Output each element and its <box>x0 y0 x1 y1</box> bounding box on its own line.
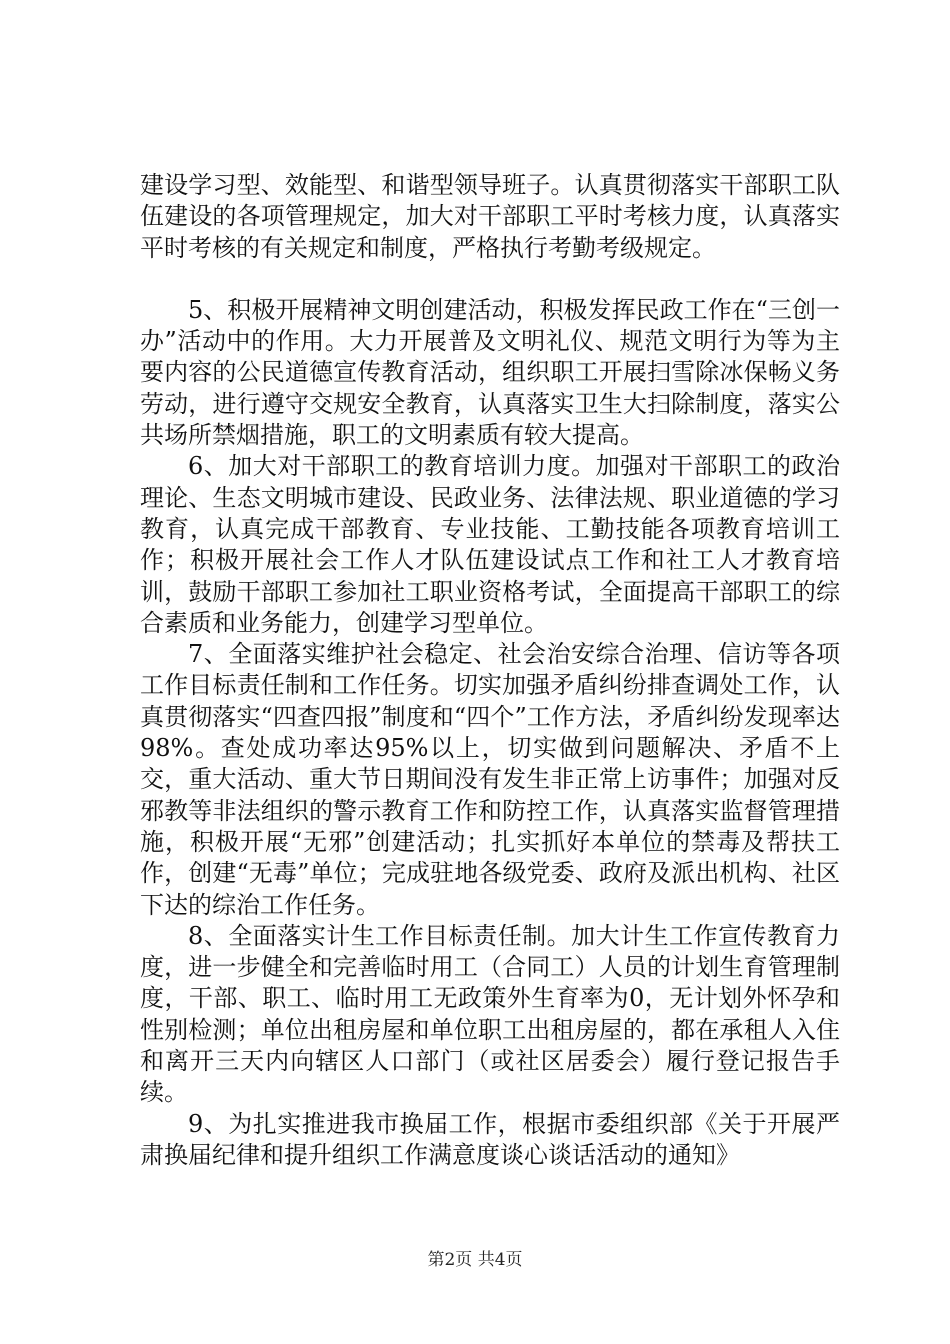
paragraph-continued: 建设学习型、效能型、和谐型领导班子。认真贯彻落实干部职工队伍建设的各项管理规定，加大对干部职工平时考核力度，认真落实平时考核的有关规定和制度，严格执行考勤考级规定。 <box>140 171 840 262</box>
document-body <box>140 170 840 1171</box>
paragraph-item-8: 8、全面落实计生工作目标责任制。加大计生工作宣传教育力度，进一步健全和完善临时用工（合同工）人员的计划生育管理制度，干部、职工、临时用工无政策外生育率为0，无计划外怀孕和性别检测；单位出租房屋和单位职工出租房屋的，都在承租人入住和离开三天内向辖区人口部门（或社区居委会）履行登记报告手续。 <box>140 921 840 1107</box>
paragraph-item-7: 7、全面落实维护社会稳定、社会治安综合治理、信访等各项工作目标责任制和工作任务。切实加强矛盾纠纷排查调处工作，认真贯彻落实“四查四报”制度和“四个”工作方法，矛盾纠纷发现率达98%。查处成功率达95%以上，切实做到问题解决、矛盾不上交，重大活动、重大节日期间没有发生非正常上访事件；加强对反邪教等非法组织的警示教育工作和防控工作，认真落实监督管理措施，积极开展“无邪”创建活动；扎实抓好本单位的禁毒及帮扶工作，创建“无毒”单位；完成驻地各级党委、政府及派出机构、社区下达的综治工作任务。 <box>140 640 840 919</box>
paragraph-item-9: 9、为扎实推进我市换届工作，根据市委组织部《关于开展严肃换届纪律和提升组织工作满意度谈心谈话活动的通知》 <box>140 1109 840 1169</box>
page-number-footer: 第2页 共4页 <box>427 1250 523 1270</box>
paragraph-item-6: 6、加大对干部职工的教育培训力度。加强对干部职工的政治理论、生态文明城市建设、民政业务、法律法规、职业道德的学习教育，认真完成干部教育、专业技能、工勤技能各项教育培训工作；积极开展社会工作人才队伍建设试点工作和社工人才教育培训，鼓励干部职工参加社工职业资格考试，全面提高干部职工的综合素质和业务能力，创建学习型单位。 <box>140 452 840 637</box>
paragraph-item-5: 5、积极开展精神文明创建活动，积极发挥民政工作在“三创一办”活动中的作用。大力开展普及文明礼仪、规范文明行为等为主要内容的公民道德宣传教育活动，组织职工开展扫雪除冰保畅义务劳动，进行遵守交规安全教育，认真落实卫生大扫除制度，落实公共场所禁烟措施，职工的文明素质有较大提高。 <box>140 295 840 450</box>
